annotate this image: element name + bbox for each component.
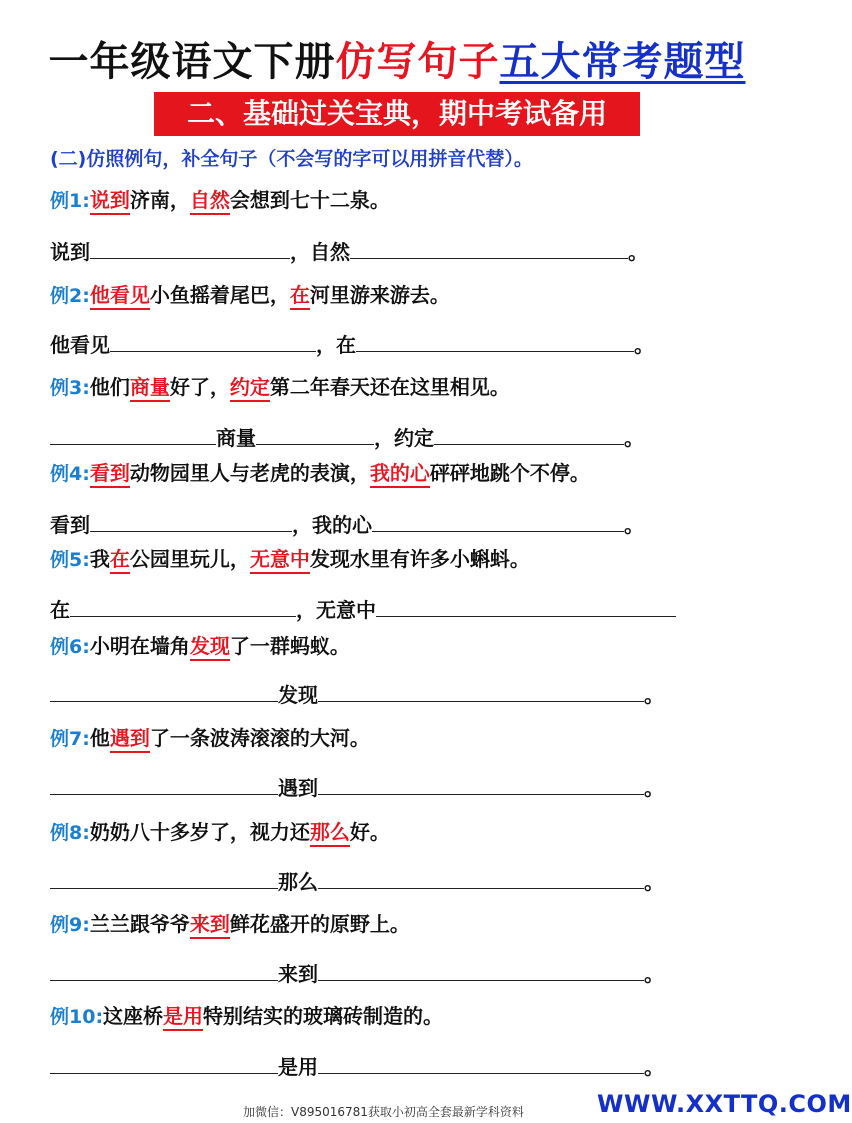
answer-word: 是用	[278, 1055, 318, 1079]
answer-word: ，约定	[374, 426, 434, 450]
example-text: 他们	[89, 375, 130, 399]
example-keyword: 是用	[163, 1004, 203, 1031]
example-text: 河里游来游去。	[309, 283, 450, 307]
answer-word: 他看见	[50, 333, 110, 357]
example-label: 例8:	[50, 822, 90, 844]
example-keyword: 来到	[190, 912, 230, 939]
example-text: 砰砰地跳个不停。	[429, 461, 590, 485]
answer-word: 那么	[278, 870, 318, 894]
example-text: 发现水里有许多小蝌蚪。	[309, 547, 530, 571]
answer-word: 商量	[216, 426, 256, 450]
answer-word: 看到	[50, 513, 90, 537]
answer-blank[interactable]	[50, 683, 278, 702]
example-sentence-3	[50, 371, 510, 400]
example-text: 会想到七十二泉。	[229, 188, 390, 212]
footer-note: 加微信：V895016781获取小初高全套最新学科资料	[243, 1105, 524, 1119]
answer-line-8	[50, 866, 664, 895]
page-title	[0, 30, 794, 87]
example-text: 他	[89, 726, 110, 750]
example-label: 例4:	[50, 463, 90, 485]
example-label: 例7:	[50, 728, 90, 750]
answer-blank[interactable]	[434, 426, 624, 445]
example-label: 例9:	[50, 914, 90, 936]
answer-word: 来到	[278, 962, 318, 986]
example-keyword: 看到	[90, 461, 130, 488]
answer-blank[interactable]	[350, 240, 628, 259]
answer-blank[interactable]	[50, 870, 278, 889]
answer-word: ，我的心	[292, 513, 372, 537]
example-text: 好了，	[169, 375, 230, 399]
answer-line-5	[50, 594, 676, 623]
answer-blank[interactable]	[372, 513, 624, 532]
answer-blank[interactable]	[70, 598, 296, 617]
answer-word: 发现	[278, 683, 318, 707]
example-text: 第二年春天还在这里相见。	[269, 375, 510, 399]
answer-line-6	[50, 679, 664, 708]
answer-line-4	[50, 509, 644, 538]
example-keyword: 在	[290, 283, 310, 310]
example-text: 了一群蚂蚁。	[229, 634, 350, 658]
example-text: 动物园里人与老虎的表演，	[129, 461, 370, 485]
example-keyword: 无意中	[250, 547, 310, 574]
example-keyword: 在	[110, 547, 130, 574]
example-text: 小鱼摇着尾巴，	[149, 283, 290, 307]
example-text: 这座桥	[103, 1004, 164, 1028]
example-keyword: 发现	[190, 634, 230, 661]
answer-blank[interactable]	[256, 426, 374, 445]
example-label: 例5:	[50, 549, 90, 571]
answer-blank[interactable]	[356, 333, 634, 352]
example-keyword: 约定	[230, 375, 270, 402]
example-text: 奶奶八十多岁了，视力还	[89, 820, 310, 844]
answer-word: 在	[50, 598, 70, 622]
example-keyword: 遇到	[110, 726, 150, 753]
answer-end: 。	[644, 1055, 664, 1079]
example-text: 我	[89, 547, 110, 571]
answer-end: 。	[634, 333, 654, 357]
section-banner: 二、基础过关宝典，期中考试备用	[154, 92, 640, 136]
instruction-text: (二)仿照例句，补全句子（不会写的字可以用拼音代替）。	[50, 148, 533, 170]
example-text: 好。	[349, 820, 390, 844]
example-label: 例10:	[50, 1006, 104, 1028]
answer-blank[interactable]	[50, 426, 216, 445]
title-part-grade: 一年级语文下册	[48, 39, 336, 85]
answer-end: 。	[644, 683, 664, 707]
example-label: 例3:	[50, 377, 90, 399]
example-sentence-5	[50, 543, 530, 572]
answer-line-10	[50, 1051, 664, 1080]
answer-blank[interactable]	[50, 776, 278, 795]
example-sentence-2	[50, 279, 450, 308]
example-keyword: 他看见	[90, 283, 150, 310]
answer-blank[interactable]	[110, 333, 316, 352]
answer-line-2	[50, 329, 654, 358]
example-keyword: 说到	[90, 188, 130, 215]
example-sentence-7	[50, 722, 370, 751]
answer-blank[interactable]	[90, 513, 292, 532]
answer-word: ，在	[316, 333, 356, 357]
answer-line-1	[50, 236, 648, 265]
answer-blank[interactable]	[318, 683, 644, 702]
answer-blank[interactable]	[50, 1055, 278, 1074]
answer-word: ，自然	[290, 240, 350, 264]
answer-end: 。	[628, 240, 648, 264]
example-keyword: 我的心	[370, 461, 430, 488]
answer-end: 。	[644, 776, 664, 800]
answer-word: 说到	[50, 240, 90, 264]
example-sentence-6	[50, 630, 350, 659]
example-text: 小明在墙角	[89, 634, 190, 658]
example-text: 公园里玩儿，	[129, 547, 250, 571]
example-sentence-4	[50, 457, 590, 486]
example-text: 兰兰跟爷爷	[89, 912, 190, 936]
title-part-topic: 仿写句子	[335, 39, 500, 85]
answer-word: ，无意中	[296, 598, 376, 622]
answer-blank[interactable]	[318, 776, 644, 795]
answer-line-7	[50, 772, 664, 801]
answer-blank[interactable]	[318, 962, 644, 981]
answer-end: 。	[624, 513, 644, 537]
example-text: 鲜花盛开的原野上。	[229, 912, 410, 936]
answer-blank[interactable]	[50, 962, 278, 981]
example-text: 特别结实的玻璃砖制造的。	[203, 1004, 444, 1028]
answer-blank[interactable]	[376, 598, 676, 617]
answer-blank[interactable]	[318, 1055, 644, 1074]
example-label: 例1:	[50, 190, 90, 212]
example-sentence-10	[50, 1000, 443, 1029]
example-label: 例6:	[50, 636, 90, 658]
answer-end: 。	[644, 962, 664, 986]
answer-end: 。	[644, 870, 664, 894]
example-text: 济南，	[129, 188, 190, 212]
answer-word: 遇到	[278, 776, 318, 800]
example-label: 例2:	[50, 285, 90, 307]
answer-end: 。	[624, 426, 644, 450]
example-keyword: 那么	[310, 820, 350, 847]
example-sentence-8	[50, 816, 390, 845]
title-part-types: 五大常考题型	[499, 39, 746, 85]
example-keyword: 自然	[190, 188, 230, 215]
example-keyword: 商量	[130, 375, 170, 402]
example-text: 了一条波涛滚滚的大河。	[149, 726, 370, 750]
example-sentence-9	[50, 908, 410, 937]
answer-line-3	[50, 422, 644, 451]
answer-blank[interactable]	[318, 870, 644, 889]
example-sentence-1	[50, 184, 390, 213]
answer-line-9	[50, 958, 664, 987]
answer-blank[interactable]	[90, 240, 290, 259]
footer-website[interactable]: WWW.XXTTQ.COM	[597, 1090, 852, 1118]
